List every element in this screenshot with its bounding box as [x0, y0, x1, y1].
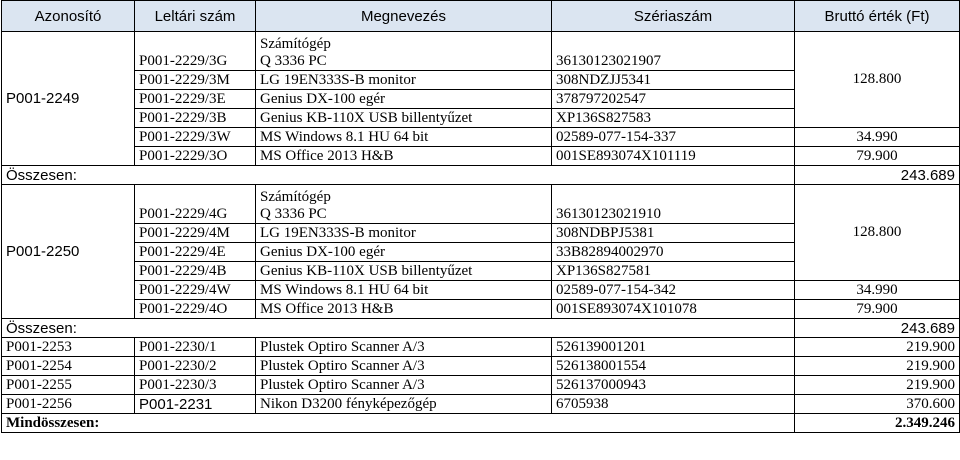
inventory-number: P001-2230/3 — [135, 376, 256, 395]
serial-number: XP136S827581 — [552, 262, 795, 281]
inventory-number: P001-2229/3W — [135, 128, 256, 147]
subtotal-value: 243.689 — [795, 166, 960, 185]
item-name: Plustek Optiro Scanner A/3 — [256, 338, 552, 357]
inventory-number: P001-2229/4G — [135, 185, 256, 224]
serial-number: 526137000943 — [552, 376, 795, 395]
serial-number: 33B82894002970 — [552, 243, 795, 262]
table-row — [2, 357, 960, 376]
item-name-line2: Q 3336 PC — [260, 206, 327, 222]
serial-number: 6705938 — [552, 395, 795, 414]
item-id: P001-2255 — [2, 376, 135, 395]
table-row — [2, 32, 960, 71]
inventory-number: P001-2229/3B — [135, 109, 256, 128]
subtotal-row — [2, 166, 960, 185]
serial-number: 02589-077-154-342 — [552, 281, 795, 300]
item-name — [256, 32, 552, 71]
table-row — [2, 147, 960, 166]
header-azonosito: Azonosító — [2, 1, 135, 32]
item-id: P001-2254 — [2, 357, 135, 376]
grand-total-label: Mindösszesen: — [2, 414, 795, 433]
inventory-number: P001-2229/3E — [135, 90, 256, 109]
grand-total-value: 2.349.246 — [795, 414, 960, 433]
serial-number: 308NDZJJ5341 — [552, 71, 795, 90]
serial-number: XP136S827583 — [552, 109, 795, 128]
inventory-number: P001-2229/3G — [135, 32, 256, 71]
header-brutto-ertek: Bruttó érték (Ft) — [795, 1, 960, 32]
inventory-number: P001-2229/4O — [135, 300, 256, 319]
inventory-number: P001-2229/4W — [135, 281, 256, 300]
table-row — [2, 128, 960, 147]
header-szeriaszam: Szériaszám — [552, 1, 795, 32]
item-name: MS Office 2013 H&B — [256, 147, 552, 166]
inventory-number: P001-2231 — [135, 395, 256, 414]
item-value: 370.600 — [795, 395, 960, 414]
inventory-number: P001-2229/3M — [135, 71, 256, 90]
serial-number: 02589-077-154-337 — [552, 128, 795, 147]
subtotal-row — [2, 319, 960, 338]
inventory-table — [1, 0, 960, 433]
serial-number: 526138001554 — [552, 357, 795, 376]
item-id: P001-2253 — [2, 338, 135, 357]
item-value: 79.900 — [795, 300, 960, 319]
item-value: 34.990 — [795, 281, 960, 300]
item-name — [256, 185, 552, 224]
item-name: LG 19EN333S-B monitor — [256, 224, 552, 243]
group-value: 128.800 — [795, 185, 960, 281]
group-id: P001-2249 — [2, 32, 135, 166]
item-name: MS Windows 8.1 HU 64 bit — [256, 128, 552, 147]
subtotal-label: Összesen: — [2, 319, 795, 338]
item-name-line1: Számítógép — [260, 36, 331, 52]
item-value: 219.900 — [795, 376, 960, 395]
item-id: P001-2256 — [2, 395, 135, 414]
item-name: MS Office 2013 H&B — [256, 300, 552, 319]
item-name: Plustek Optiro Scanner A/3 — [256, 357, 552, 376]
item-value: 219.900 — [795, 338, 960, 357]
header-megnevezes: Megnevezés — [256, 1, 552, 32]
serial-number: 001SE893074X101078 — [552, 300, 795, 319]
subtotal-label: Összesen: — [2, 166, 795, 185]
table-row — [2, 185, 960, 224]
group-value: 128.800 — [795, 32, 960, 128]
grand-total-row — [2, 414, 960, 433]
inventory-number: P001-2230/1 — [135, 338, 256, 357]
item-value: 34.990 — [795, 128, 960, 147]
item-value: 219.900 — [795, 357, 960, 376]
header-leltari-szam: Leltári szám — [135, 1, 256, 32]
inventory-number: P001-2229/3O — [135, 147, 256, 166]
item-name: MS Windows 8.1 HU 64 bit — [256, 281, 552, 300]
group-id: P001-2250 — [2, 185, 135, 319]
serial-number: 378797202547 — [552, 90, 795, 109]
inventory-number: P001-2229/4M — [135, 224, 256, 243]
item-name: Nikon D3200 fényképezőgép — [256, 395, 552, 414]
item-name: Genius KB-110X USB billentyűzet — [256, 262, 552, 281]
header-row — [2, 1, 960, 32]
serial-number: 308NDBPJ5381 — [552, 224, 795, 243]
serial-number: 36130123021907 — [552, 32, 795, 71]
item-name-line1: Számítógép — [260, 189, 331, 205]
serial-number: 36130123021910 — [552, 185, 795, 224]
item-value: 79.900 — [795, 147, 960, 166]
item-name-line2: Q 3336 PC — [260, 53, 327, 69]
table-row — [2, 338, 960, 357]
table-row — [2, 376, 960, 395]
inventory-number: P001-2230/2 — [135, 357, 256, 376]
item-name: Genius DX-100 egér — [256, 243, 552, 262]
item-name: Plustek Optiro Scanner A/3 — [256, 376, 552, 395]
subtotal-value: 243.689 — [795, 319, 960, 338]
item-name: Genius DX-100 egér — [256, 90, 552, 109]
table-row — [2, 300, 960, 319]
serial-number: 526139001201 — [552, 338, 795, 357]
item-name: LG 19EN333S-B monitor — [256, 71, 552, 90]
inventory-number: P001-2229/4E — [135, 243, 256, 262]
item-name: Genius KB-110X USB billentyűzet — [256, 109, 552, 128]
serial-number: 001SE893074X101119 — [552, 147, 795, 166]
table-row — [2, 281, 960, 300]
table-row — [2, 395, 960, 414]
inventory-number: P001-2229/4B — [135, 262, 256, 281]
